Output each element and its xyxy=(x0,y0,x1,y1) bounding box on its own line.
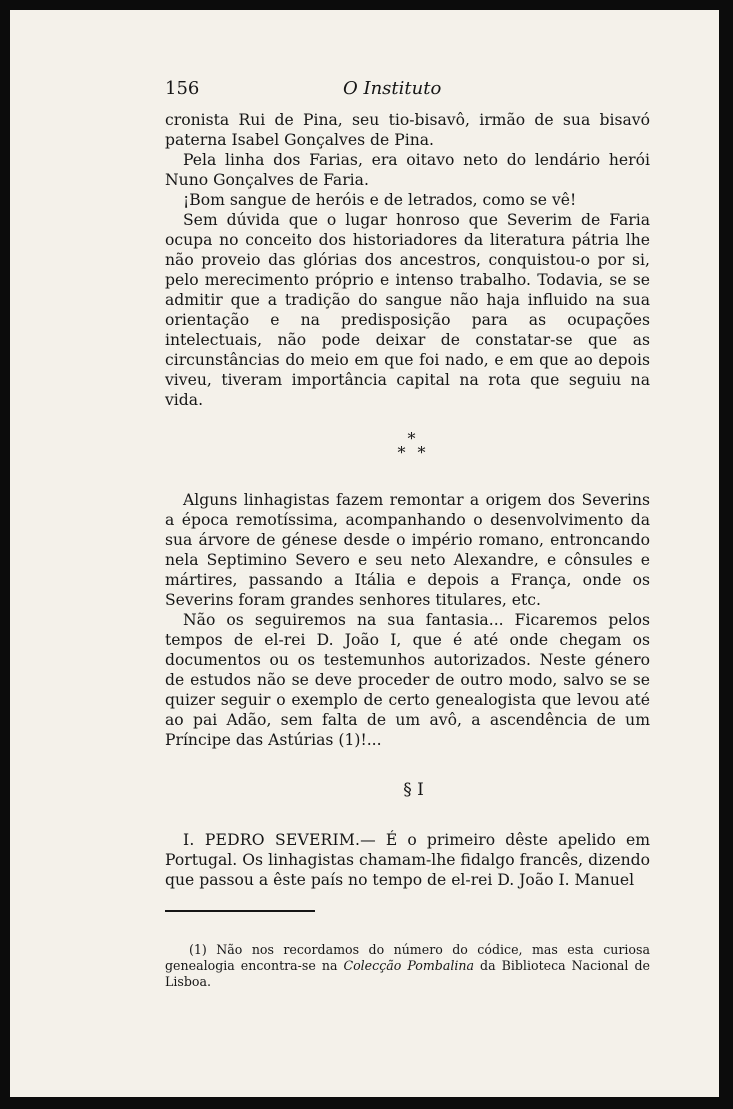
entry-heading: I. PEDRO SEVERIM. xyxy=(183,831,361,849)
asterism-left: * xyxy=(397,443,406,462)
footnote xyxy=(165,942,650,990)
paragraph: Sem dúvida que o lugar honroso que Severim de Faria ocupa no conceito dos historiadores da literatura pátria lhe não proveio das glórias dos ancestros, conquistou-o por si, pelo merecimento próprio e intenso trabalho. Todavia, se se admitir que a tradição do sangue não haja influido na sua orientação e na predisposição para as ocupações intelectuais, não pode deixar de constatar-se que as circunstâncias do meio em que foi nado, e em que ao depois viveu, tiveram importância capital na rota que seguiu na vida. xyxy=(165,211,650,409)
footnote-text: Não nos recordamos do número do códice, mas esta curiosa genealogia encontra-se na xyxy=(165,942,650,973)
asterism-bottom-row xyxy=(173,443,650,462)
footnote-rule xyxy=(165,910,315,912)
paragraph: Pela linha dos Farias, era oitavo neto do lendário herói Nuno Gonçalves de Faria. xyxy=(165,151,650,189)
running-title: O Instituto xyxy=(343,78,442,99)
paragraph: Alguns linhagistas fazem remontar a origem dos Severins a época remotíssima, acompanhando o desenvolvimento da sua árvore de génese desde o império romano, entroncando nela Septimino Severo e seu neto Alexandre, e cônsules e mártires, passando a Itália e depois a França, onde os Severins foram grandes senhores titulares, etc. xyxy=(165,491,650,609)
entry-text: — É o primeiro dêste apelido em Portugal. Os linhagistas chamam-lhe fidalgo francês, dizendo que passou a êste país no tempo de el-rei D. João I. Manuel xyxy=(165,831,650,889)
book-page xyxy=(10,10,719,1097)
paragraph: cronista Rui de Pina, seu tio-bisavô, irmão de sua bisavó paterna Isabel Gonçalves de Pina. xyxy=(165,111,650,149)
paragraph: ¡Bom sangue de heróis e de letrados, como se vê! xyxy=(183,191,577,209)
body-text xyxy=(165,110,650,890)
footnote-italic-title: Colecção Pombalina xyxy=(343,958,475,973)
page-number: 156 xyxy=(165,78,200,99)
page-content xyxy=(165,72,650,990)
section-heading: § I xyxy=(403,780,424,800)
footnote-text-end: da Biblioteca Nacional de Lisboa. xyxy=(165,958,650,989)
running-head xyxy=(165,72,650,100)
asterism-top: * xyxy=(407,429,416,448)
asterism-divider xyxy=(165,429,650,462)
footnote-marker: (1) xyxy=(189,942,207,957)
entry-paragraph xyxy=(165,830,650,890)
paragraph: Não os seguiremos na sua fantasia... Ficaremos pelos tempos de el-rei D. João I, que é até onde chegam os documentos ou os testemunhos autorizados. Neste género de estudos não se deve proceder de outro modo, salvo se se quizer seguir o exemplo de certo genealogista que levou até ao pai Adão, sem falta de um avô, a ascendência de um Príncipe das Astúrias (1)!... xyxy=(165,611,650,749)
asterism-right: * xyxy=(417,443,426,462)
